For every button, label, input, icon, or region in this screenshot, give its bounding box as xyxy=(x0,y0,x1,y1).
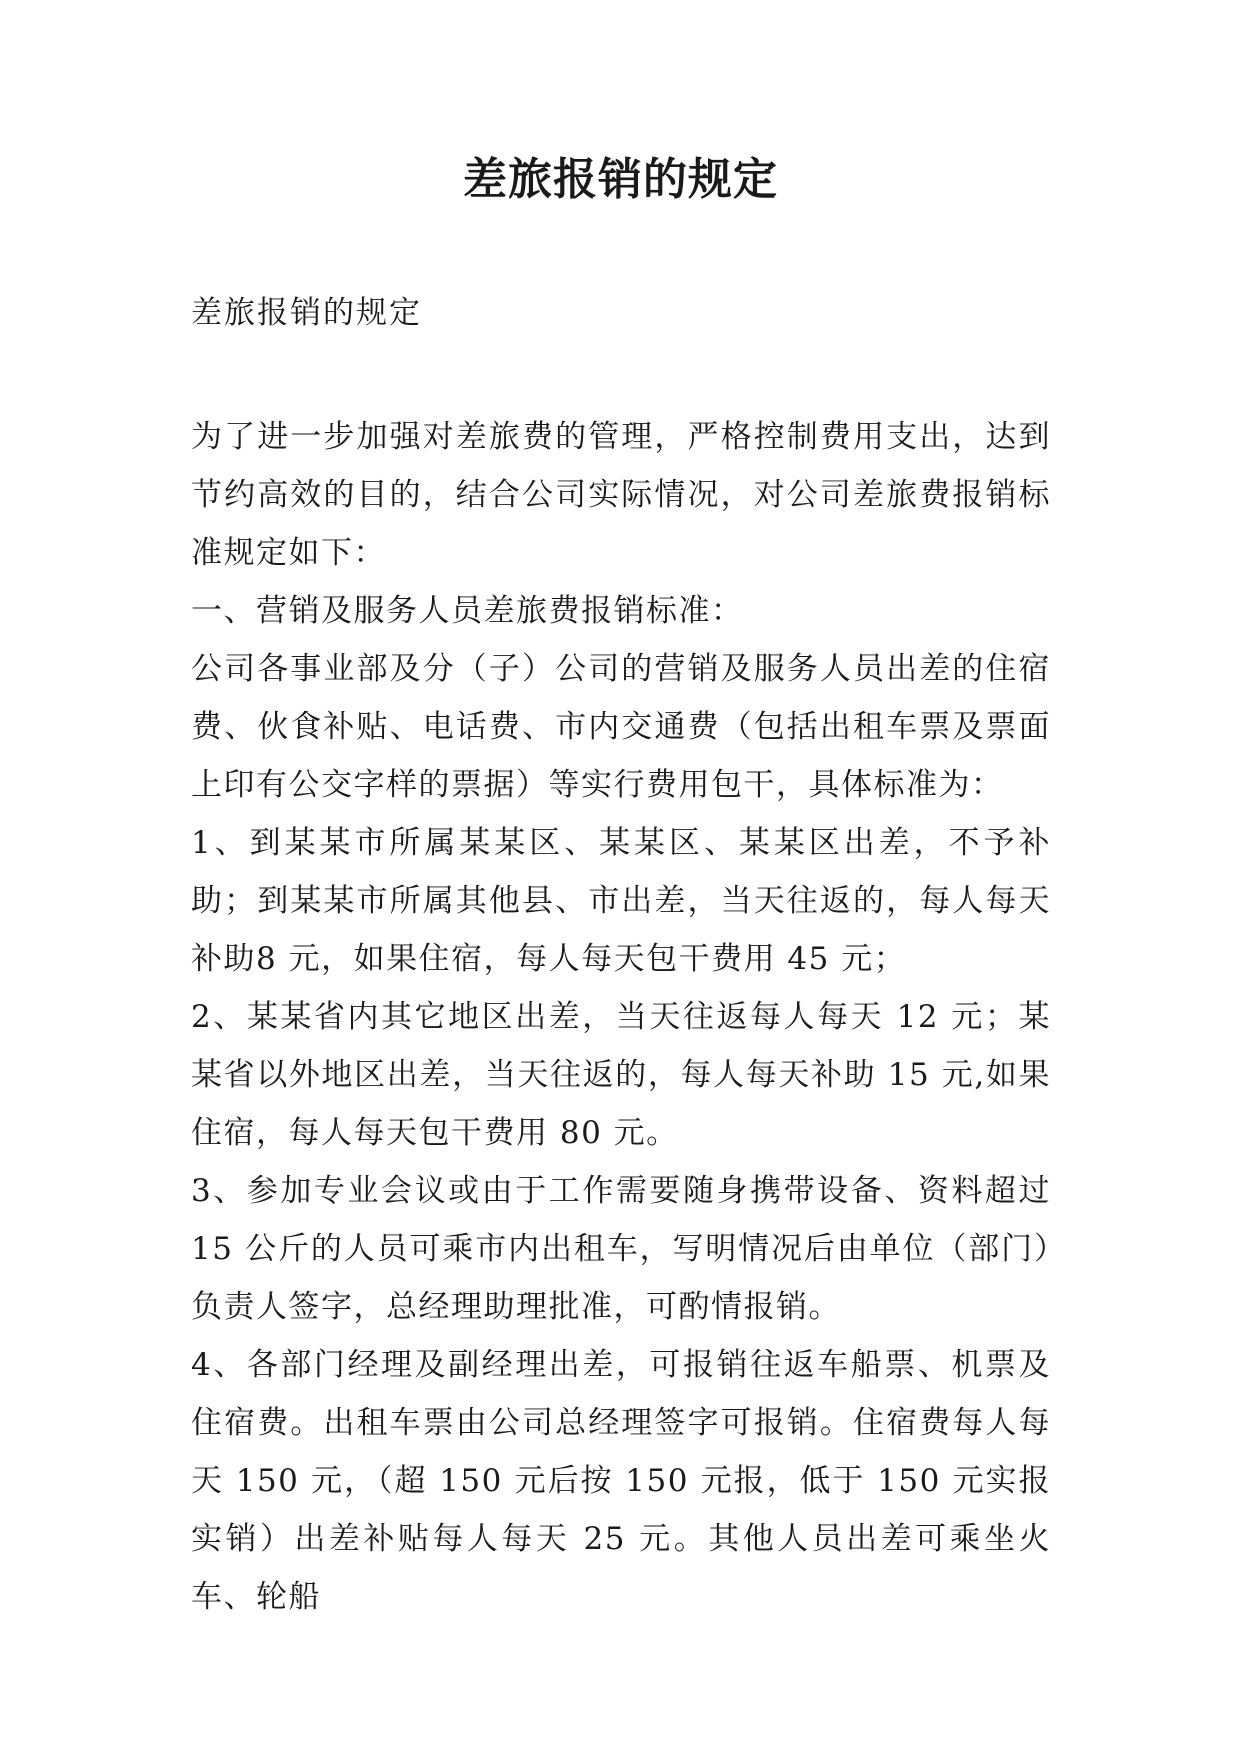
paragraph-rule-3: 3、参加专业会议或由于工作需要随身携带设备、资料超过 15 公斤的人员可乘市内出租车，写明情况后由单位（部门）负责人签字，总经理助理批准，可酌情报销。 xyxy=(191,1173,1051,1325)
document-body xyxy=(191,408,1051,1626)
document-subtitle: 差旅报销的规定 xyxy=(191,295,422,331)
paragraph-rule-4: 4、各部门经理及副经理出差，可报销往返车船票、机票及住宿费。出租车票由公司总经理签字可报销。住宿费每人每天 150 元，（超 150 元后按 150 元报，低于 150 元实报实销）出差补贴每人每天 25 元。其他人员出差可乘坐火车、轮船 xyxy=(191,1347,1051,1615)
paragraph-section-heading: 一、营销及服务人员差旅费报销标准： xyxy=(191,593,744,629)
paragraph-intro: 为了进一步加强对差旅费的管理，严格控制费用支出，达到节约高效的目的，结合公司实际情况，对公司差旅费报销标准规定如下： xyxy=(191,419,1051,571)
document-title: 差旅报销的规定 xyxy=(463,154,778,205)
paragraph-scope: 公司各事业部及分（子）公司的营销及服务人员出差的住宿费、伙食补贴、电话费、市内交通费（包括出租车票及票面上印有公交字样的票据）等实行费用包干，具体标准为： xyxy=(191,651,1051,803)
paragraph-rule-2: 2、某某省内其它地区出差，当天往返每人每天 12 元；某某省以外地区出差，当天往返的，每人每天补助 15 元,如果住宿，每人每天包干费用 80 元。 xyxy=(191,999,1051,1151)
paragraph-rule-1: 1、到某某市所属某某区、某某区、某某区出差，不予补助；到某某市所属其他县、市出差，当天往返的，每人每天补助8 元，如果住宿，每人每天包干费用 45 元； xyxy=(191,825,1051,977)
